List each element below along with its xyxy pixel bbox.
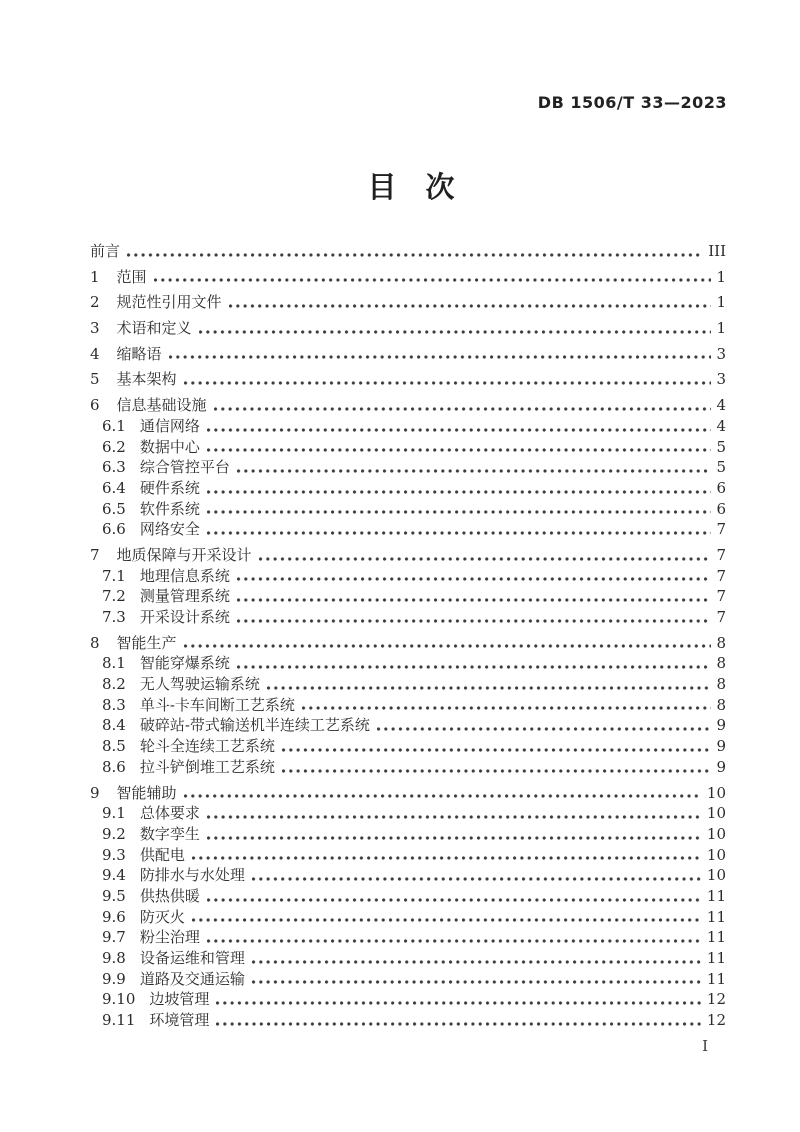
- toc-entry-number: 9.3: [102, 845, 126, 864]
- toc-leader-dots: [237, 468, 712, 474]
- toc-entry: [90, 545, 726, 566]
- toc-entry: [90, 267, 726, 288]
- toc-leader-dots: [207, 447, 712, 453]
- toc-entry-number: 8.6: [102, 757, 126, 776]
- toc-leader-dots: [154, 277, 712, 283]
- toc-entry-number: 9.2: [102, 824, 126, 843]
- toc-entry-title: 数据中心: [139, 437, 200, 456]
- toc-entry-number: 7.2: [102, 587, 126, 606]
- toc-entry: [90, 519, 726, 540]
- toc-entry: [90, 369, 726, 390]
- toc-entry: [90, 416, 726, 437]
- toc-leader-dots: [267, 685, 712, 691]
- toc-entry-page: 1: [716, 267, 726, 286]
- toc-entry: [90, 653, 726, 674]
- footer-page-number: I: [702, 1037, 708, 1055]
- toc-entry: [90, 907, 726, 928]
- toc-entry-page: 9: [716, 716, 726, 735]
- toc-entry-title: 数字孪生: [139, 824, 200, 843]
- toc-entry-title: 地质保障与开采设计: [116, 545, 252, 564]
- toc-leader-dots: [216, 1000, 701, 1006]
- page-title: 目 次: [367, 170, 455, 204]
- toc-entry-title: 通信网络: [139, 416, 200, 435]
- toc-leader-dots: [184, 643, 712, 649]
- toc-leader-dots: [192, 917, 702, 923]
- toc-entry-title: 设备运维和管理: [139, 949, 245, 967]
- toc-entry-title: 术语和定义: [116, 319, 192, 338]
- toc-entry-title: 边坡管理: [149, 990, 210, 1009]
- toc-leader-dots: [207, 814, 702, 820]
- toc-entry-title: 地理信息系统: [139, 566, 230, 585]
- toc-entry-number: 9.7: [102, 928, 126, 947]
- toc-entry-number: 8.1: [102, 654, 126, 673]
- toc-entry-page: 12: [706, 990, 726, 1009]
- toc-entry-title: 智能辅助: [116, 783, 177, 802]
- toc-entry: [90, 1010, 726, 1031]
- toc-entry: [90, 499, 726, 520]
- toc-entry-title: 供配电: [139, 845, 185, 864]
- toc-entry: [90, 437, 726, 458]
- toc-leader-dots: [207, 835, 702, 841]
- toc-entry: [90, 478, 726, 499]
- toc-entry-title: 拉斗铲倒堆工艺系统: [139, 757, 275, 776]
- toc-leader-dots: [252, 959, 702, 965]
- toc-entry-number: 7.3: [102, 608, 126, 626]
- toc-entry-title: 防灭火: [139, 907, 185, 926]
- toc-entry-number: 5: [90, 370, 100, 389]
- toc-leader-dots: [192, 855, 702, 861]
- toc-entry-title: 环境管理: [149, 1011, 210, 1030]
- toc-entry-number: 9.8: [102, 949, 126, 967]
- toc-entry-page: 9: [716, 737, 726, 756]
- toc-entry-title: 供热供暖: [139, 886, 200, 905]
- toc-entry-title: 单斗-卡车间断工艺系统: [139, 695, 295, 714]
- toc-entry: [90, 344, 726, 365]
- toc-entry-title: 开采设计系统: [139, 608, 230, 626]
- toc-leader-dots: [302, 705, 712, 711]
- toc-entry-number: 3: [90, 319, 100, 338]
- toc-leader-dots: [216, 1021, 701, 1027]
- toc-entry-title: 破碎站-带式输送机半连续工艺系统: [139, 716, 370, 735]
- toc-entry-title: 硬件系统: [139, 478, 200, 497]
- toc-entry-number: 9.9: [102, 969, 126, 988]
- toc-entry: [90, 674, 726, 695]
- toc-list: [90, 241, 726, 1031]
- toc-entry-page: 7: [716, 587, 726, 606]
- toc-entry-title: 软件系统: [139, 499, 200, 518]
- toc-entry: [90, 824, 726, 845]
- toc-entry-number: 8.5: [102, 737, 126, 756]
- toc-entry-number: 6.3: [102, 458, 126, 477]
- toc-leader-dots: [184, 380, 712, 386]
- toc-entry-page: 11: [706, 949, 726, 967]
- toc-entry-title: 信息基础设施: [116, 396, 207, 415]
- toc-entry-title: 网络安全: [139, 520, 200, 539]
- toc-entry-page: III: [708, 242, 726, 260]
- toc-entry-page: 4: [716, 416, 726, 435]
- toc-entry-number: 6.1: [102, 416, 126, 435]
- toc-entry-title: 粉尘治理: [139, 928, 200, 947]
- toc-entry-number: 8: [90, 633, 100, 652]
- toc-entry: [90, 948, 726, 969]
- toc-entry-number: 9.10: [102, 990, 136, 1009]
- toc-leader-dots: [169, 354, 712, 360]
- toc-entry-page: 7: [716, 608, 726, 626]
- toc-entry: [90, 607, 726, 628]
- toc-entry-page: 9: [716, 757, 726, 776]
- toc-entry-title: 道路及交通运输: [139, 969, 245, 988]
- toc-leader-dots: [282, 768, 712, 774]
- toc-entry-page: 10: [706, 866, 726, 885]
- toc-leader-dots: [237, 618, 712, 624]
- toc-entry-page: 3: [716, 370, 726, 389]
- toc-entry-page: 11: [706, 907, 726, 926]
- toc-entry-page: 11: [706, 886, 726, 905]
- toc-leader-dots: [229, 303, 712, 309]
- toc-entry-number: 7.1: [102, 566, 126, 585]
- toc-entry-page: 7: [716, 545, 726, 564]
- toc-entry-title: 缩略语: [116, 344, 162, 363]
- toc-entry: [90, 457, 726, 478]
- toc-entry: [90, 865, 726, 886]
- toc-entry-page: 7: [716, 566, 726, 585]
- toc-entry-page: 1: [716, 319, 726, 338]
- toc-entry-page: 6: [716, 499, 726, 518]
- toc-leader-dots: [207, 509, 712, 515]
- toc-entry-title: 总体要求: [139, 804, 200, 823]
- toc-leader-dots: [207, 427, 712, 433]
- toc-entry-page: 6: [716, 478, 726, 497]
- toc-entry-title: 前言: [90, 242, 121, 260]
- toc-entry-title: 智能生产: [116, 633, 177, 652]
- toc-leader-dots: [237, 576, 712, 582]
- toc-entry-page: 5: [716, 437, 726, 456]
- toc-entry-title: 无人驾驶运输系统: [139, 675, 260, 694]
- toc-entry-page: 4: [716, 396, 726, 415]
- toc-entry-page: 8: [716, 633, 726, 652]
- toc-entry-number: 9.11: [102, 1011, 136, 1030]
- toc-entry: [90, 715, 726, 736]
- toc-entry-page: 11: [706, 969, 726, 988]
- toc-entry-page: 10: [706, 845, 726, 864]
- toc-entry-number: 4: [90, 344, 100, 363]
- toc-leader-dots: [237, 664, 712, 670]
- toc-entry-number: 6.4: [102, 478, 126, 497]
- toc-leader-dots: [207, 530, 712, 536]
- toc-entry-page: 11: [706, 928, 726, 947]
- toc-entry: [90, 783, 726, 804]
- toc-leader-dots: [252, 979, 702, 985]
- toc-entry-title: 智能穿爆系统: [139, 654, 230, 673]
- toc-leader-dots: [207, 897, 702, 903]
- toc-leader-dots: [259, 556, 712, 562]
- toc-entry: [90, 566, 726, 587]
- toc-entry: [90, 845, 726, 866]
- toc-entry: [90, 395, 726, 416]
- toc-entry: [90, 241, 726, 262]
- toc-entry: [90, 292, 726, 313]
- toc-entry: [90, 757, 726, 778]
- toc-entry-title: 基本架构: [116, 370, 177, 389]
- toc-entry: [90, 633, 726, 654]
- toc-entry-number: 1: [90, 267, 100, 286]
- toc-entry: [90, 803, 726, 824]
- toc-entry-title: 轮斗全连续工艺系统: [139, 737, 275, 756]
- toc-leader-dots: [207, 938, 702, 944]
- toc-entry-number: 6.2: [102, 437, 126, 456]
- toc-entry-number: 9.1: [102, 804, 126, 823]
- toc-entry-title: 综合管控平台: [139, 458, 230, 477]
- toc-entry-page: 10: [706, 783, 726, 802]
- toc-entry: [90, 886, 726, 907]
- document-code: DB 1506/T 33—2023: [537, 93, 727, 112]
- toc-entry: [90, 586, 726, 607]
- toc-entry-title: 规范性引用文件: [116, 293, 222, 312]
- toc-leader-dots: [237, 597, 712, 603]
- toc-entry-page: 3: [716, 344, 726, 363]
- toc-leader-dots: [199, 329, 712, 335]
- toc-entry-page: 7: [716, 520, 726, 539]
- toc-entry: [90, 969, 726, 990]
- toc-entry: [90, 927, 726, 948]
- toc-entry-title: 测量管理系统: [139, 587, 230, 606]
- toc-entry: [90, 695, 726, 716]
- toc-leader-dots: [214, 406, 712, 412]
- toc-entry-page: 1: [716, 293, 726, 312]
- toc-entry-title: 防排水与水处理: [139, 866, 245, 885]
- toc-entry-number: 9: [90, 783, 100, 802]
- toc-entry-title: 范围: [116, 267, 147, 286]
- toc-entry-page: 12: [706, 1011, 726, 1030]
- toc-entry-number: 2: [90, 293, 100, 312]
- toc-entry-number: 6.6: [102, 520, 126, 539]
- toc-entry-number: 6.5: [102, 499, 126, 518]
- toc-entry-number: 8.3: [102, 695, 126, 714]
- toc-entry-page: 10: [706, 824, 726, 843]
- toc-leader-dots: [377, 726, 712, 732]
- toc-entry-page: 8: [716, 654, 726, 673]
- toc-entry-page: 8: [716, 695, 726, 714]
- toc-entry: [90, 318, 726, 339]
- toc-entry: [90, 989, 726, 1010]
- toc-leader-dots: [282, 747, 712, 753]
- toc-entry: [90, 736, 726, 757]
- toc-leader-dots: [127, 252, 703, 258]
- toc-entry-number: 9.6: [102, 907, 126, 926]
- toc-entry-number: 8.4: [102, 716, 126, 735]
- toc-leader-dots: [252, 876, 702, 882]
- toc-entry-page: 5: [716, 458, 726, 477]
- toc-entry-number: 9.5: [102, 886, 126, 905]
- toc-entry-number: 9.4: [102, 866, 126, 885]
- toc-entry-number: 8.2: [102, 675, 126, 694]
- toc-entry-page: 8: [716, 675, 726, 694]
- toc-leader-dots: [207, 489, 712, 495]
- toc-leader-dots: [184, 793, 702, 799]
- toc-entry-number: 7: [90, 545, 100, 564]
- toc-entry-number: 6: [90, 396, 100, 415]
- toc-entry-page: 10: [706, 804, 726, 823]
